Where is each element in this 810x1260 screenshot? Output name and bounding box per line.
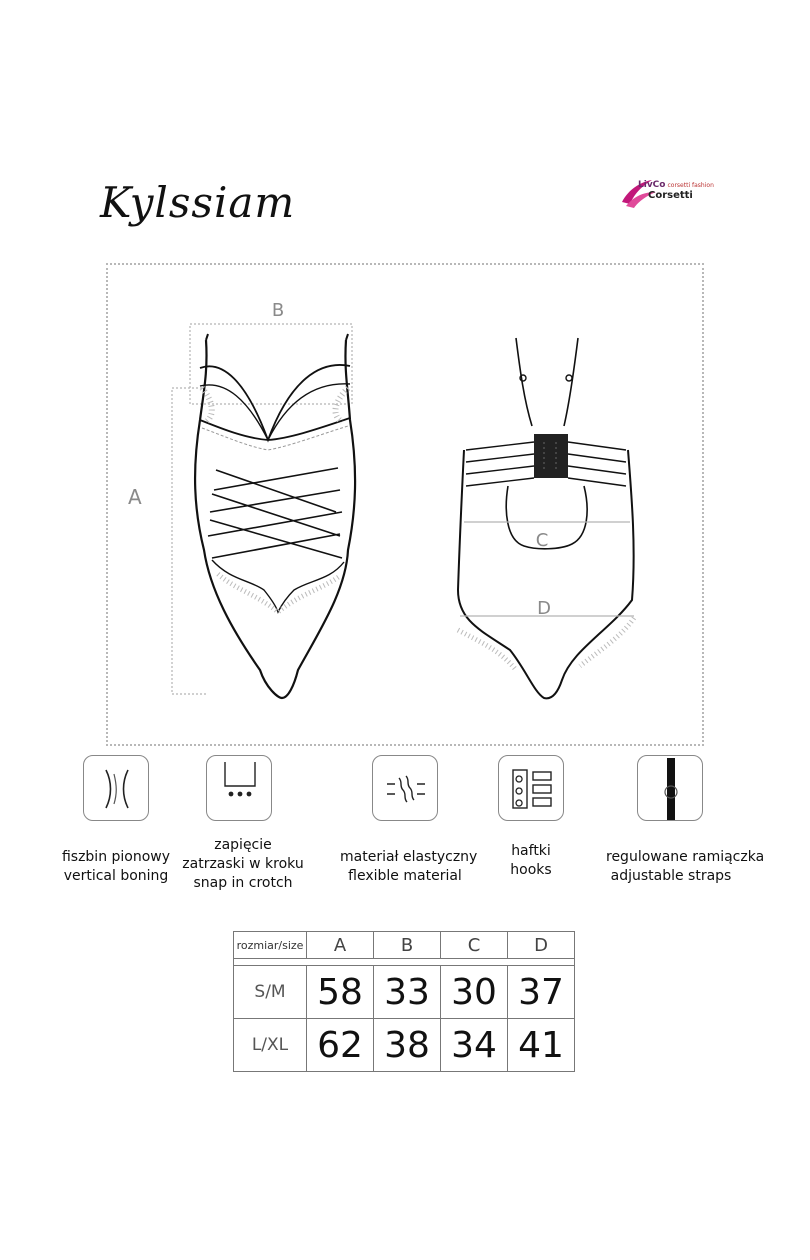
size-value: 33 bbox=[374, 966, 441, 1019]
measure-label-a: A bbox=[128, 485, 142, 509]
measure-label-d: D bbox=[537, 598, 551, 619]
table-row bbox=[234, 1019, 575, 1072]
feature-caption-elastic-material: materiał elastyczny flexible material bbox=[340, 849, 478, 884]
size-value: 58 bbox=[307, 966, 374, 1019]
size-value: 41 bbox=[508, 1019, 575, 1072]
feature-hooks bbox=[466, 755, 596, 821]
measure-label-c: C bbox=[535, 530, 549, 551]
size-value: 34 bbox=[441, 1019, 508, 1072]
feature-caption-hooks: haftki hooks bbox=[510, 843, 552, 878]
size-name: S/M bbox=[234, 966, 307, 1019]
size-header-b: B bbox=[374, 932, 441, 959]
size-value: 37 bbox=[508, 966, 575, 1019]
feature-caption-vertical-boning: fiszbin pionowy vertical boning bbox=[61, 849, 171, 884]
vertical-boning-icon bbox=[83, 755, 149, 821]
feature-elastic-material bbox=[340, 755, 470, 821]
product-name: Kylssiam bbox=[100, 178, 296, 227]
elastic-material-icon bbox=[372, 755, 438, 821]
feature-vertical-boning bbox=[51, 755, 181, 821]
adjustable-straps-icon bbox=[637, 755, 703, 821]
measure-label-b: B bbox=[271, 300, 285, 321]
brand-line2: Corsetti bbox=[648, 190, 693, 201]
size-value: 38 bbox=[374, 1019, 441, 1072]
front-view-drawing bbox=[160, 290, 380, 710]
brand-line1: LivCo corsetti fashion bbox=[638, 180, 714, 190]
size-header-label: rozmiar/size bbox=[234, 932, 307, 959]
size-table-header bbox=[234, 932, 575, 959]
feature-caption-adjustable-straps: regulowane ramiączka adjustable straps bbox=[606, 849, 765, 884]
size-header-d: D bbox=[508, 932, 575, 959]
size-name: L/XL bbox=[234, 1019, 307, 1072]
feature-snap-crotch bbox=[174, 755, 304, 821]
brand-logo bbox=[618, 172, 714, 212]
size-header-a: A bbox=[307, 932, 374, 959]
feature-caption-snap-crotch: zapięcie zatrzaski w kroku snap in crotch bbox=[182, 837, 304, 891]
back-view-drawing bbox=[440, 330, 660, 710]
feature-adjustable-straps bbox=[605, 755, 735, 821]
snap-crotch-icon bbox=[206, 755, 272, 821]
hooks-icon bbox=[498, 755, 564, 821]
size-header-c: C bbox=[441, 932, 508, 959]
size-value: 30 bbox=[441, 966, 508, 1019]
table-row bbox=[234, 966, 575, 1019]
size-value: 62 bbox=[307, 1019, 374, 1072]
size-table bbox=[233, 931, 575, 1072]
